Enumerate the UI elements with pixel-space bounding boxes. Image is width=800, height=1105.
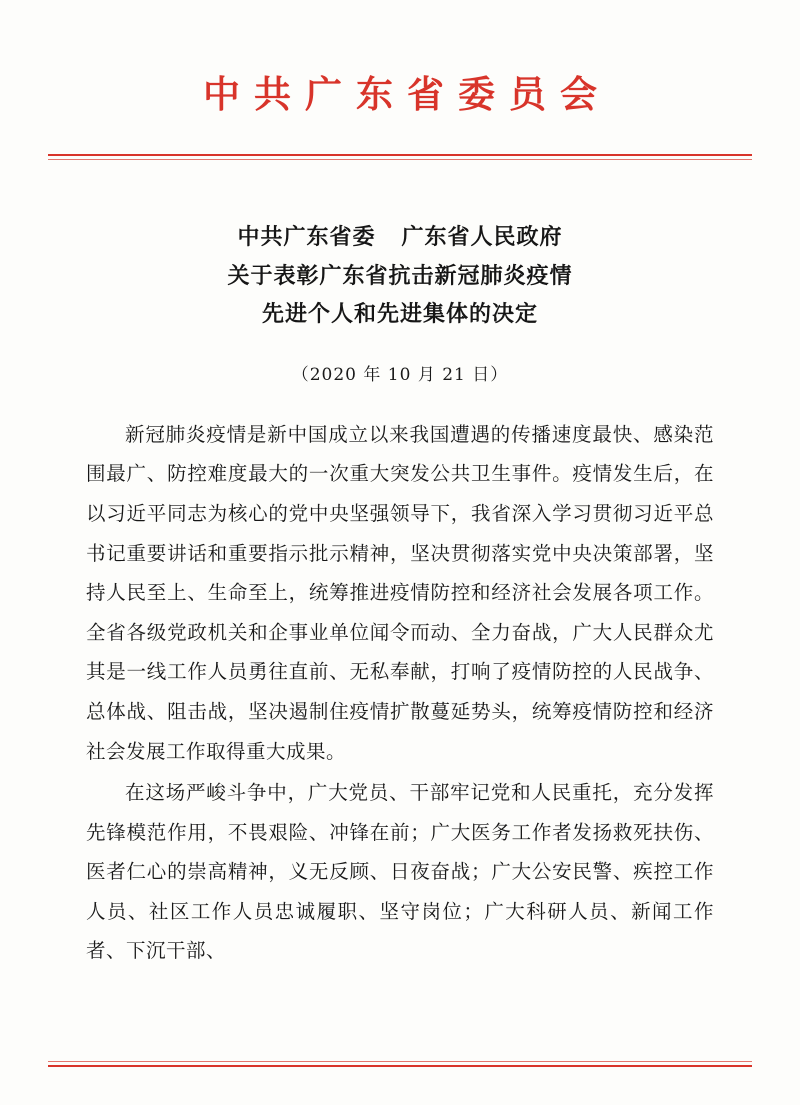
- footer-divider-thin-line: [48, 1061, 752, 1062]
- issuing-authority-government: 广东省人民政府: [401, 224, 563, 251]
- issuing-authority-party: 中共广东省委: [237, 224, 376, 251]
- masthead-divider-thick-line: [48, 154, 752, 156]
- document-paragraphs: [86, 415, 714, 971]
- document-title-line-2: 关于表彰广东省抗击新冠肺炎疫情: [227, 262, 573, 289]
- document-date: （2020 年 10 月 21 日）: [291, 364, 509, 385]
- footer-divider: [48, 1061, 752, 1067]
- paragraph: 在这场严峻斗争中，广大党员、干部牢记党和人民重托，充分发挥先锋模范作用，不畏艰险、冲锋在前；广大医务工作者发扬救死扶伤、医者仁心的崇高精神，义无反顾、日夜奋战；广大公安民警、疾控工作人员、社区工作人员忠诚履职、坚守岗位；广大科研人员、新闻工作者、下沉干部、: [86, 781, 714, 963]
- document-title: [86, 218, 714, 334]
- paragraph: 新冠肺炎疫情是新中国成立以来我国遭遇的传播速度最快、感染范围最广、防控难度最大的一次重大突发公共卫生事件。疫情发生后，在以习近平同志为核心的党中央坚强领导下，我省深入学习贯彻习近平总书记重要讲话和重要指示批示精神，坚决贯彻落实党中央决策部署，坚持人民至上、生命至上，统筹推进疫情防控和经济社会发展各项工作。全省各级党政机关和企事业单位闻令而动、全力奋战，广大人民群众尤其是一线工作人员勇往直前、无私奉献，打响了疫情防控的人民战争、总体战、阻击战，坚决遏制住疫情扩散蔓延势头，统筹疫情防控和经济社会发展工作取得重大成果。: [86, 422, 714, 763]
- masthead: [0, 0, 800, 160]
- document-title-line-3: 先进个人和先进集体的决定: [261, 301, 538, 328]
- document-title-line-1: [86, 218, 714, 257]
- masthead-divider-thin-line: [48, 159, 752, 160]
- masthead-divider: [0, 154, 800, 160]
- document-body: [0, 218, 800, 971]
- footer-divider-thick-line: [48, 1065, 752, 1067]
- masthead-organization-title: 中共广东省委员会: [203, 72, 611, 116]
